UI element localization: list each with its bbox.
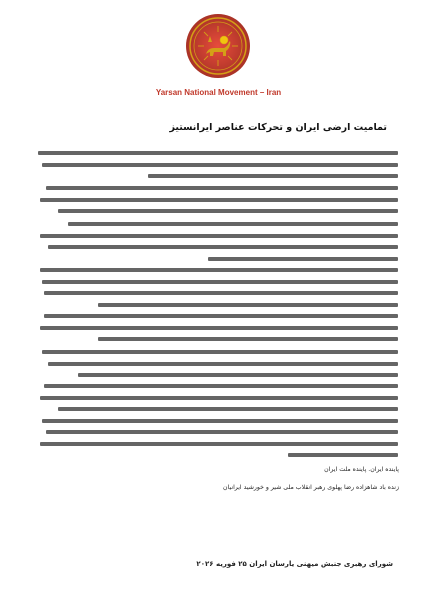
text-line <box>78 373 398 377</box>
text-line <box>40 326 398 330</box>
text-line <box>58 407 398 411</box>
body-paragraph <box>38 268 398 314</box>
text-line <box>148 174 398 178</box>
text-line <box>42 163 398 167</box>
document-title: تمامیت ارضی ایران و تحرکات عناصر ایرانستیز <box>169 122 387 133</box>
text-line <box>98 337 398 341</box>
text-line <box>40 396 398 400</box>
text-line <box>48 362 398 366</box>
body-paragraph <box>38 222 398 268</box>
lion-and-sun-emblem-icon <box>184 12 252 80</box>
body-paragraph <box>38 350 398 385</box>
text-line <box>46 186 398 190</box>
text-line <box>42 419 398 423</box>
text-line <box>208 257 398 261</box>
text-line <box>48 245 398 249</box>
body-paragraph <box>38 314 398 349</box>
text-line <box>38 151 398 155</box>
text-line <box>42 280 398 284</box>
text-line <box>44 314 398 318</box>
closing-line-1: پاینده ایران. پاینده ملت ایران <box>324 466 399 473</box>
text-line <box>68 222 398 226</box>
body-paragraph <box>38 186 398 221</box>
body-paragraph <box>38 151 398 186</box>
text-line <box>98 303 398 307</box>
body-paragraph <box>38 430 398 465</box>
text-line <box>44 384 398 388</box>
text-line <box>40 198 398 202</box>
organization-name: Yarsan National Movement – Iran <box>155 88 282 97</box>
text-line <box>40 268 398 272</box>
closing-line-2: زنده باد شاهزاده رضا پهلوی رهبر انقلاب ملی شیر و خورشید ایرانیان <box>223 484 399 491</box>
text-line <box>288 453 398 457</box>
text-line <box>40 442 398 446</box>
body-paragraph <box>38 384 398 430</box>
text-line <box>58 209 398 213</box>
movement-logo <box>184 12 252 80</box>
text-line <box>40 234 398 238</box>
signature-line: شورای رهبری جنبش میهنی یارسان ایران ۲۵ فوریه ۲۰۲۶ <box>196 560 393 568</box>
text-line <box>46 430 398 434</box>
text-line <box>42 350 398 354</box>
text-line <box>44 291 398 295</box>
